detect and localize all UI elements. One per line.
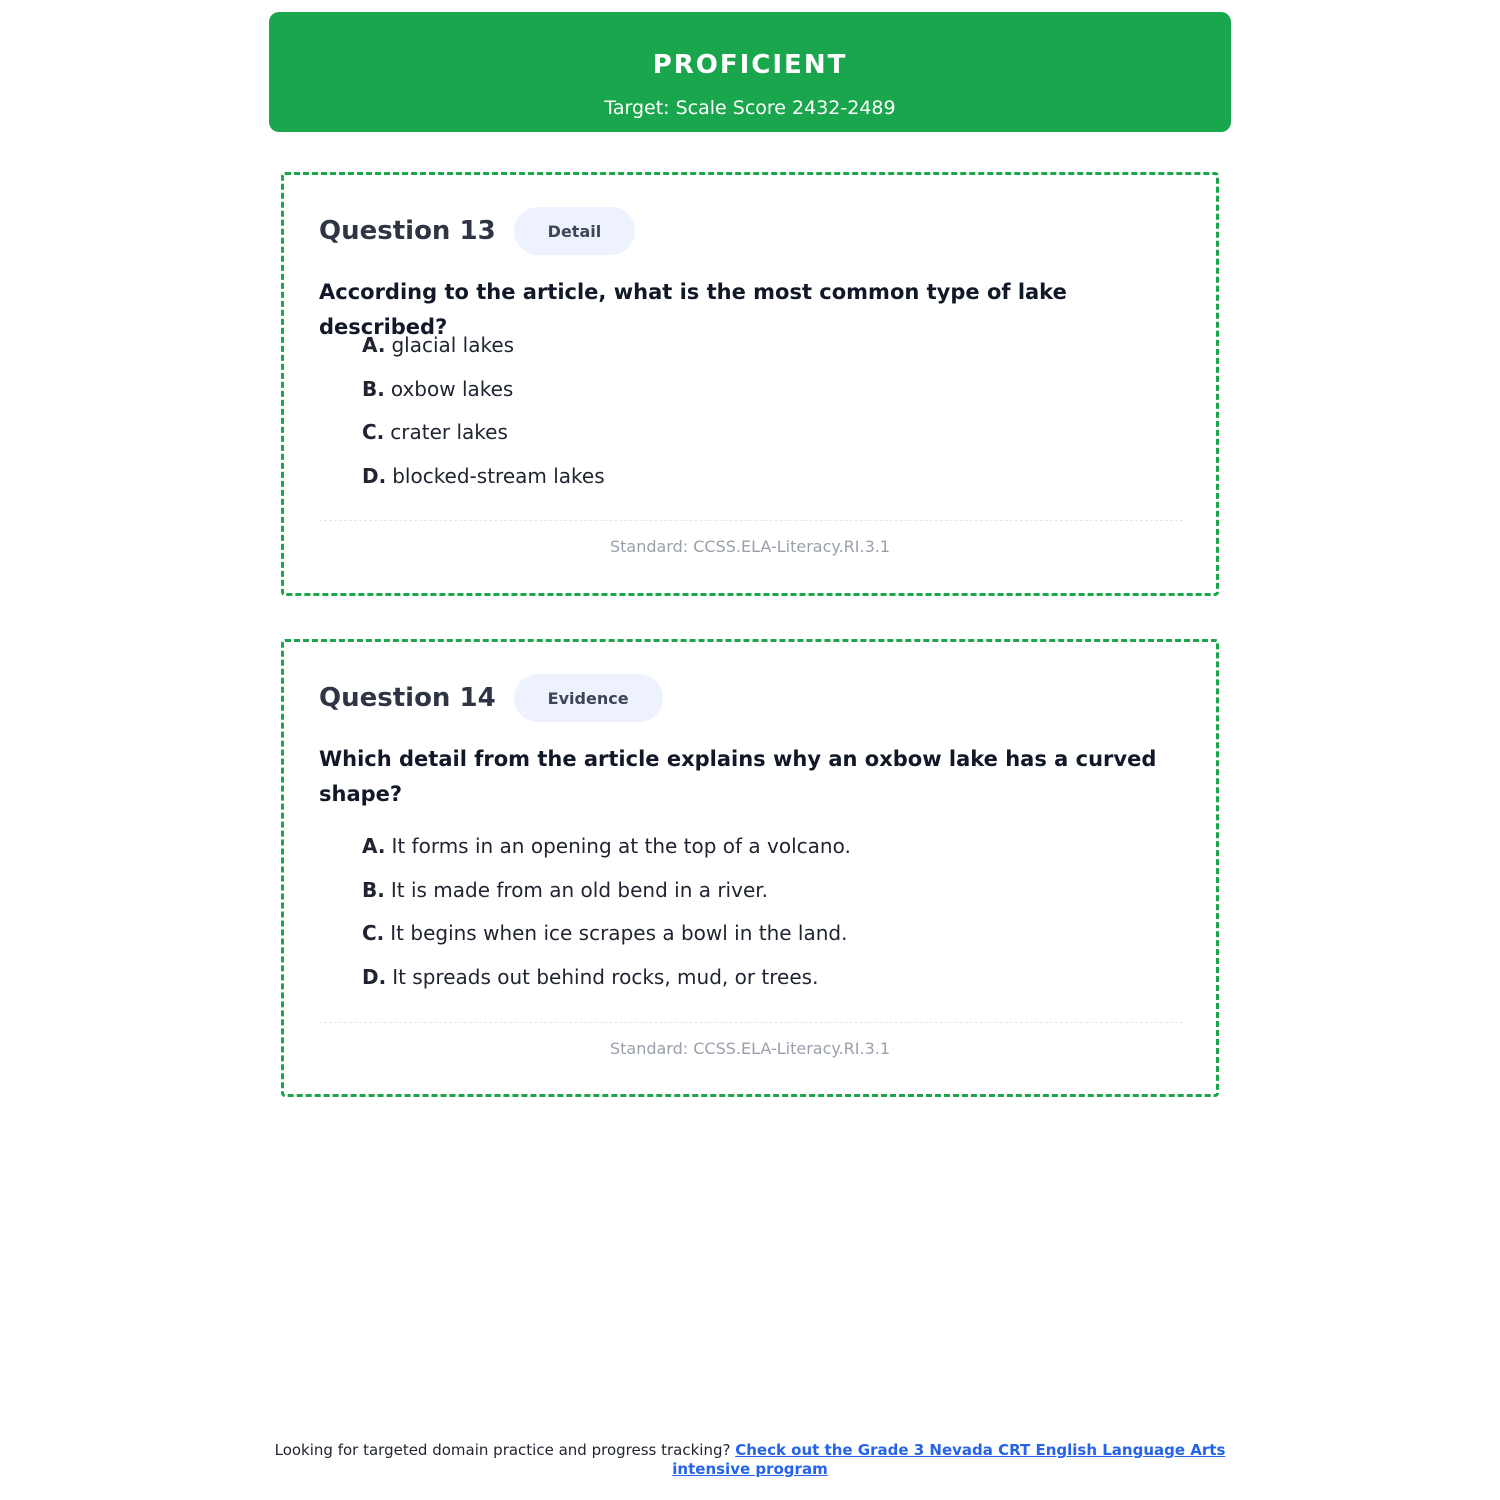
answer-choice[interactable] — [362, 331, 605, 375]
footer-promo — [270, 1441, 1230, 1479]
choice-letter: C. — [362, 420, 385, 445]
choice-text: It is made from an old bend in a river. — [390, 877, 769, 902]
answer-choice[interactable] — [362, 876, 851, 920]
question-header — [319, 673, 663, 723]
choice-letter: D. — [362, 463, 387, 488]
answer-choices — [362, 832, 851, 1006]
choice-text: crater lakes — [390, 420, 508, 445]
choice-letter: B. — [362, 376, 385, 401]
question-stem: According to the article, what is the most common type of lake described? — [319, 280, 1067, 339]
program-link[interactable]: Check out the Grade 3 Nevada CRT English Language Arts intensive program — [672, 1441, 1226, 1478]
answer-choices — [362, 331, 605, 505]
question-header — [319, 206, 635, 256]
question-stem: Which detail from the article explains why an oxbow lake has a curved shape? — [319, 747, 1157, 806]
question-type-badge: Detail — [514, 207, 636, 255]
footer-text: Looking for targeted domain practice and progress tracking? — [274, 1441, 731, 1459]
standard-label: Standard: CCSS.ELA-Literacy.RI.3.1 — [609, 1039, 891, 1058]
question-card — [281, 639, 1219, 1097]
choice-text: It forms in an opening at the top of a volcano. — [391, 834, 851, 858]
choice-text: blocked-stream lakes — [392, 463, 605, 488]
banner-subtitle: Target: Scale Score 2432-2489 — [604, 97, 896, 119]
question-type-badge: Evidence — [514, 674, 663, 722]
answer-choice[interactable] — [362, 462, 605, 506]
divider — [319, 520, 1183, 521]
answer-choice[interactable] — [362, 832, 851, 876]
standard-label: Standard: CCSS.ELA-Literacy.RI.3.1 — [609, 537, 891, 556]
choice-letter: C. — [362, 921, 385, 946]
choice-letter: A. — [362, 834, 386, 858]
answer-choice[interactable] — [362, 418, 605, 462]
choice-text: It spreads out behind rocks, mud, or trees. — [392, 964, 819, 989]
answer-choice[interactable] — [362, 919, 851, 963]
choice-letter: A. — [362, 333, 386, 357]
question-number: Question 14 — [319, 683, 496, 713]
choice-text: It begins when ice scrapes a bowl in the land. — [390, 921, 848, 946]
banner-title: PROFICIENT — [652, 50, 848, 80]
answer-choice[interactable] — [362, 963, 851, 1007]
choice-letter: D. — [362, 964, 387, 989]
question-card — [281, 172, 1219, 596]
choice-text: oxbow lakes — [390, 376, 514, 401]
question-number: Question 13 — [319, 216, 496, 246]
proficiency-banner — [269, 12, 1231, 132]
divider — [319, 1022, 1183, 1023]
answer-choice[interactable] — [362, 375, 605, 419]
choice-letter: B. — [362, 877, 385, 902]
choice-text: glacial lakes — [391, 333, 515, 357]
